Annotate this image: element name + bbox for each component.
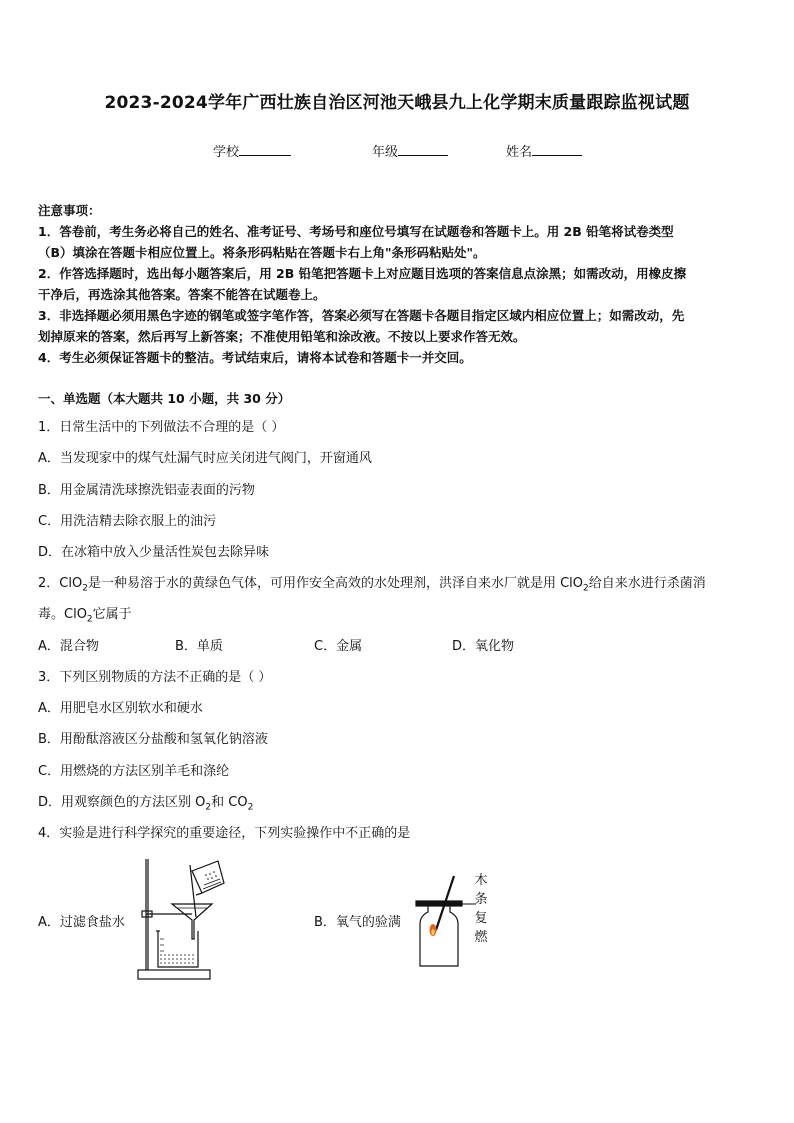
q4-stem: 4．实验是进行科学探究的重要途径，下列实验操作中不正确的是 [38,826,411,841]
q2-stem-line-2: 毒。ClO$_2$它属于 [38,607,132,625]
notice-heading: 注意事项： [38,203,101,218]
notice-line-5: 3．非选择题必须用黑色字迹的钢笔或签字笔作答，答案必须写在答题卡各题目指定区域内相应位置上；如需改动，先 [38,308,685,323]
q2-option-c: C．金属 [314,639,363,654]
q1-stem: 1．日常生活中的下列做法不合理的是（ ） [38,420,285,435]
q3-option-c: C．用燃烧的方法区别羊毛和涤纶 [38,764,230,779]
notice-line-6: 划掉原来的答案，然后再写上新答案；不准使用铅笔和涂改液。不按以上要求作答无效。 [38,329,526,344]
q3-stem: 3．下列区别物质的方法不正确的是（ ） [38,670,272,685]
grade-blank [398,143,448,156]
q1-option-a: A．当发现家中的煤气灶漏气时应关闭进气阀门，开窗通风 [38,451,372,466]
q2-option-b: B．单质 [175,639,223,654]
splint-relight-annotation: 木 条 复 燃 [474,873,488,945]
name-field [506,141,582,160]
section-heading: 一、单选题（本大题共 10 小题，共 30 分） [38,391,291,406]
q1-option-c: C．用洗洁精去除衣服上的油污 [38,514,217,529]
q2-stem-line-1: 2．ClO$_2$是一种易溶于水的黄绿色气体，可用作安全高效的水处理剂，洪泽自来水厂就是用 ClO$_2$给自来水进行杀菌消 [38,576,706,594]
filtration-apparatus-icon [132,855,232,983]
grade-label: 年级 [372,145,399,160]
name-blank [532,143,582,156]
notice-line-2: （B）填涂在答题卡相应位置上。将条形码粘贴在答题卡右上角"条形码粘贴处"。 [38,245,486,260]
school-field [213,141,291,160]
notice-block [38,200,758,368]
notice-line-4: 干净后，再选涂其他答案。答案不能答在试题卷上。 [38,287,326,302]
q3-option-d: D．用观察颜色的方法区别 $O_2$和 $CO_2$ [38,795,254,813]
q3-option-b: B．用酚酞溶液区分盐酸和氢氧化钠溶液 [38,732,268,747]
exam-title: 2023-2024学年广西壮族自治区河池天峨县九上化学期末质量跟踪监视试题 [104,93,690,113]
q2-option-a: A．混合物 [38,639,99,654]
grade-field [372,141,448,160]
school-label: 学校 [213,145,240,160]
school-blank [239,143,291,156]
q1-option-b: B．用金属清洗球擦洗铝壶表面的污物 [38,483,255,498]
q4-option-b: B．氧气的验满 [314,915,401,930]
notice-line-1: 1．答卷前，考生务必将自己的姓名、准考证号、考场号和座位号填写在试题卷和答题卡上。用 2B 铅笔将试卷类型 [38,224,674,239]
name-label: 姓名 [506,145,533,160]
notice-line-3: 2．作答选择题时，选出每小题答案后，用 2B 铅笔把答题卡上对应题目选项的答案信息点涂黑；如需改动，用橡皮擦 [38,266,687,281]
notice-line-7: 4．考生必须保证答题卡的整洁。考试结束后，请将本试卷和答题卡一并交回。 [38,350,472,365]
q4-option-a: A．过滤食盐水 [38,915,125,930]
q2-option-d: D．氧化物 [452,639,515,654]
q1-option-d: D．在冰箱中放入少量活性炭包去除异味 [38,545,270,560]
q3-option-a: A．用肥皂水区别软水和硬水 [38,701,203,716]
